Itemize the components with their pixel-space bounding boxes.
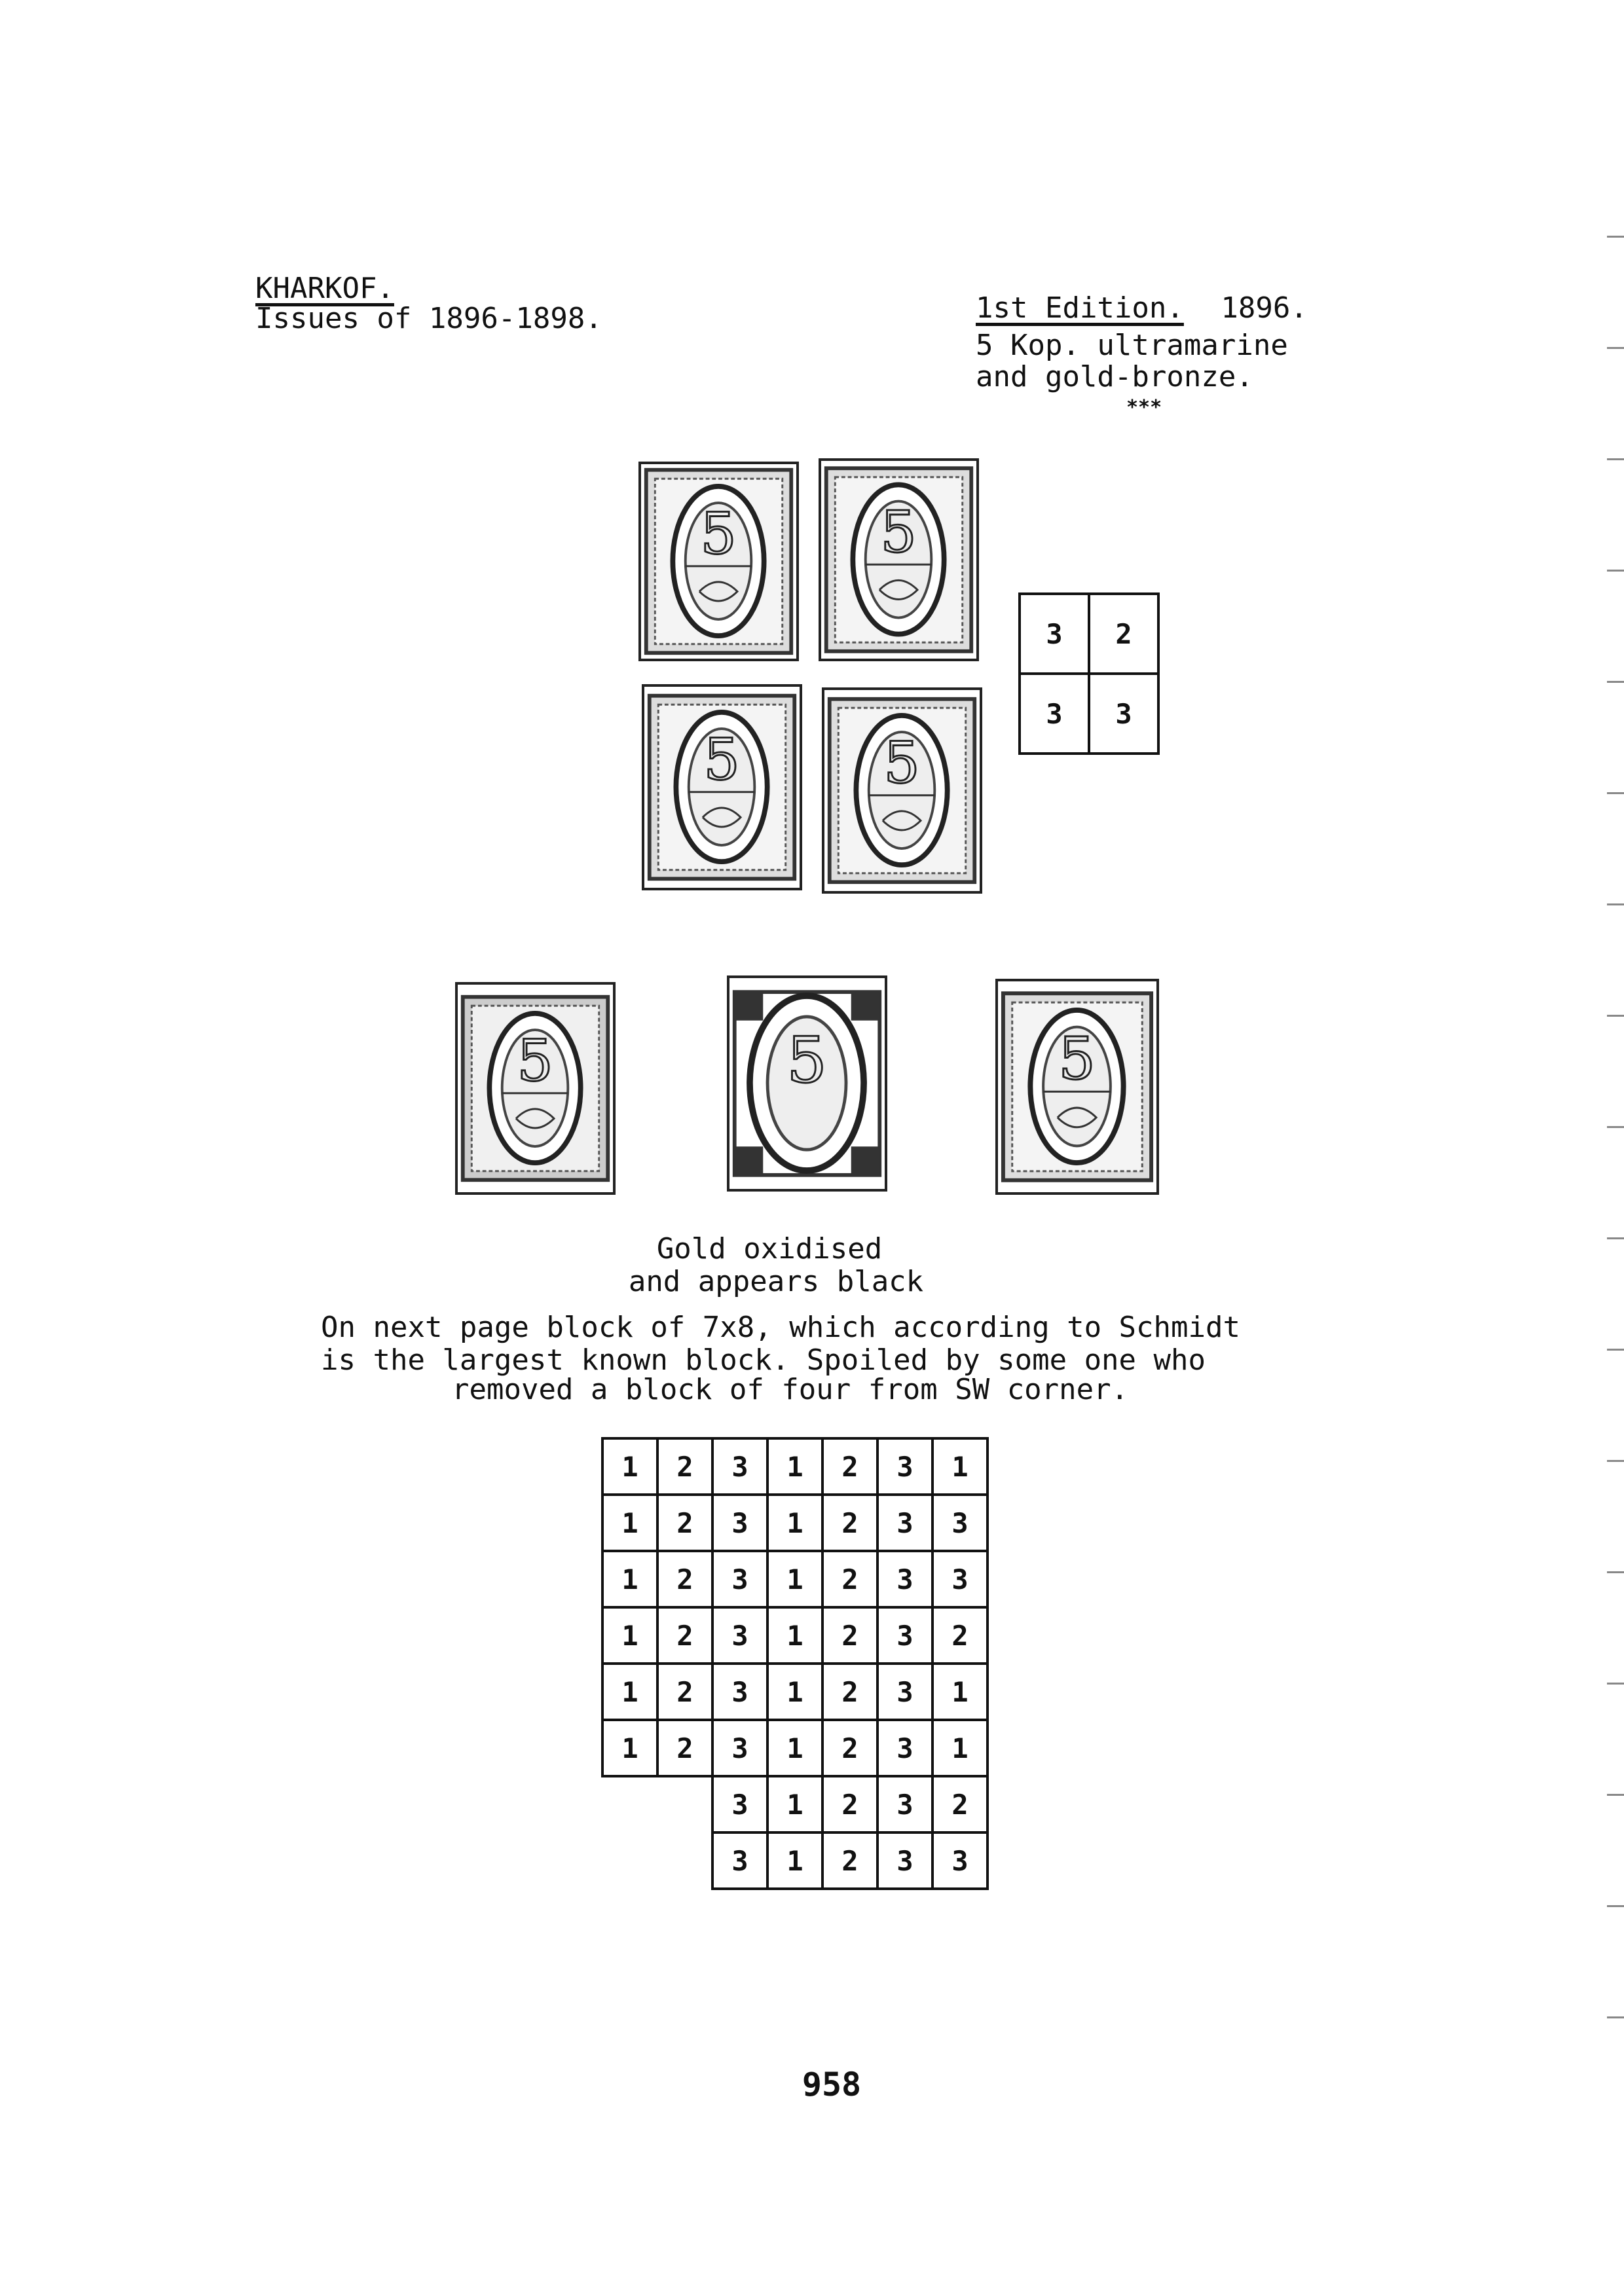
stamp-image	[642, 684, 802, 890]
page-number-text: 958	[802, 2066, 862, 2104]
stamp-denomination: 5	[703, 726, 740, 793]
block-cell: 3	[877, 1438, 932, 1495]
block-row	[602, 1664, 987, 1720]
block-cell: 2	[932, 1776, 987, 1832]
stamp-image	[638, 462, 799, 661]
stamp-image	[819, 458, 979, 661]
block-cell: 3	[712, 1495, 767, 1551]
stamp-denomination: 5	[1058, 1024, 1096, 1093]
scan-edge-mark	[1607, 1349, 1624, 1351]
note-line-2: is the largest known block. Spoiled by some one who	[321, 1343, 1206, 1377]
scan-edge-mark	[1607, 1237, 1624, 1239]
missing-cell	[602, 1832, 657, 1889]
block-cell: 1	[767, 1495, 822, 1551]
block-cell: 3	[1089, 674, 1158, 754]
stamp-denomination: 5	[786, 1023, 827, 1097]
scan-edge-mark	[1607, 236, 1624, 238]
scan-edge-mark	[1607, 681, 1624, 683]
scan-edge-mark	[1607, 2016, 1624, 2018]
block-row	[602, 1495, 987, 1551]
page-number	[0, 2066, 1624, 2104]
block-cell: 2	[822, 1832, 877, 1889]
block-cell: 1	[932, 1720, 987, 1776]
scan-edge-mark	[1607, 1126, 1624, 1128]
large-block-diagram	[601, 1437, 989, 1890]
caption-line-2	[0, 1267, 1624, 1297]
missing-cell	[657, 1776, 712, 1832]
block-cell: 2	[822, 1776, 877, 1832]
scan-edge-mark	[1607, 1683, 1624, 1685]
block-cell: 1	[767, 1438, 822, 1495]
stamp-image	[995, 979, 1159, 1195]
block-cell: 2	[657, 1607, 712, 1664]
block-cell: 3	[932, 1832, 987, 1889]
scan-edge-mark	[1607, 1905, 1624, 1907]
block-cell: 2	[822, 1664, 877, 1720]
issues-heading: Issues of 1896-1898.	[255, 302, 602, 335]
block-row	[602, 1607, 987, 1664]
block-cell: 3	[712, 1438, 767, 1495]
caption-text-2: and appears black	[628, 1265, 924, 1298]
block-cell: 1	[767, 1776, 822, 1832]
scan-edge-mark	[1607, 1015, 1624, 1017]
block-cell: 1	[602, 1438, 657, 1495]
block-cell: 3	[877, 1720, 932, 1776]
edition-description-1: 5 Kop. ultramarine	[976, 329, 1288, 362]
edition-year: 1896.	[1221, 291, 1308, 325]
missing-cell	[602, 1776, 657, 1832]
block-cell: 2	[822, 1720, 877, 1776]
caption-text-1: Gold oxidised	[656, 1232, 883, 1266]
block-cell: 2	[657, 1551, 712, 1607]
block-row	[602, 1438, 987, 1495]
block-cell: 3	[712, 1551, 767, 1607]
block-cell: 2	[822, 1607, 877, 1664]
block-cell: 2	[932, 1607, 987, 1664]
city-title: KHARKOF.	[255, 272, 394, 305]
stamp-denomination: 5	[883, 729, 920, 797]
block-cell: 2	[657, 1720, 712, 1776]
block-cell: 3	[712, 1832, 767, 1889]
block-cell: 2	[1089, 594, 1158, 674]
block-cell: 2	[657, 1438, 712, 1495]
small-block-diagram	[1018, 592, 1160, 755]
block-cell: 3	[877, 1607, 932, 1664]
scan-edge-mark	[1607, 903, 1624, 905]
block-cell: 2	[822, 1495, 877, 1551]
block-cell: 3	[1020, 594, 1089, 674]
block-cell: 1	[932, 1664, 987, 1720]
block-cell: 3	[877, 1495, 932, 1551]
block-cell: 1	[767, 1664, 822, 1720]
block-cell: 3	[712, 1776, 767, 1832]
note-line-1: On next page block of 7x8, which according to Schmidt	[321, 1311, 1240, 1344]
block-cell: 2	[657, 1495, 712, 1551]
block-cell: 2	[822, 1438, 877, 1495]
scan-edge-mark	[1607, 347, 1624, 349]
block-cell: 3	[877, 1776, 932, 1832]
block-cell: 1	[602, 1664, 657, 1720]
block-cell: 3	[712, 1607, 767, 1664]
block-row	[602, 1720, 987, 1776]
stamp-denomination: 5	[700, 500, 737, 568]
missing-cell	[657, 1832, 712, 1889]
block-cell: 3	[932, 1495, 987, 1551]
block-cell: 1	[602, 1720, 657, 1776]
block-cell: 1	[602, 1495, 657, 1551]
block-row	[602, 1551, 987, 1607]
scan-edge-mark	[1607, 1460, 1624, 1462]
block-cell: 3	[877, 1664, 932, 1720]
scan-edge-mark	[1607, 458, 1624, 460]
caption-line-1	[0, 1234, 1624, 1264]
block-cell: 3	[877, 1551, 932, 1607]
stamp-image	[727, 975, 887, 1192]
stamp-image	[822, 687, 982, 894]
stamp-denomination: 5	[880, 498, 917, 566]
block-cell: 1	[602, 1607, 657, 1664]
block-cell: 2	[657, 1664, 712, 1720]
city-heading	[255, 274, 394, 304]
block-cell: 3	[712, 1664, 767, 1720]
stars-ornament: ***	[1126, 396, 1162, 419]
block-cell: 1	[767, 1551, 822, 1607]
block-cell: 1	[767, 1832, 822, 1889]
block-row	[602, 1832, 987, 1889]
stamp-denomination: 5	[517, 1027, 553, 1095]
block-cell: 3	[932, 1551, 987, 1607]
edition-description-2: and gold-bronze.	[976, 360, 1253, 393]
block-cell: 3	[712, 1720, 767, 1776]
note-line-3: removed a block of four from SW corner.	[452, 1373, 1129, 1406]
block-cell: 1	[767, 1720, 822, 1776]
block-cell: 1	[932, 1438, 987, 1495]
stamp-image	[455, 982, 616, 1195]
scan-edge-mark	[1607, 1794, 1624, 1796]
edition-heading	[976, 293, 1308, 323]
block-cell: 2	[822, 1551, 877, 1607]
scan-edge-mark	[1607, 1571, 1624, 1573]
block-cell: 1	[767, 1607, 822, 1664]
scan-edge-mark	[1607, 570, 1624, 572]
edition-title: 1st Edition.	[976, 291, 1184, 325]
block-cell: 1	[602, 1551, 657, 1607]
block-cell: 3	[877, 1832, 932, 1889]
block-row	[602, 1776, 987, 1832]
scan-edge-mark	[1607, 792, 1624, 794]
block-cell: 3	[1020, 674, 1089, 754]
